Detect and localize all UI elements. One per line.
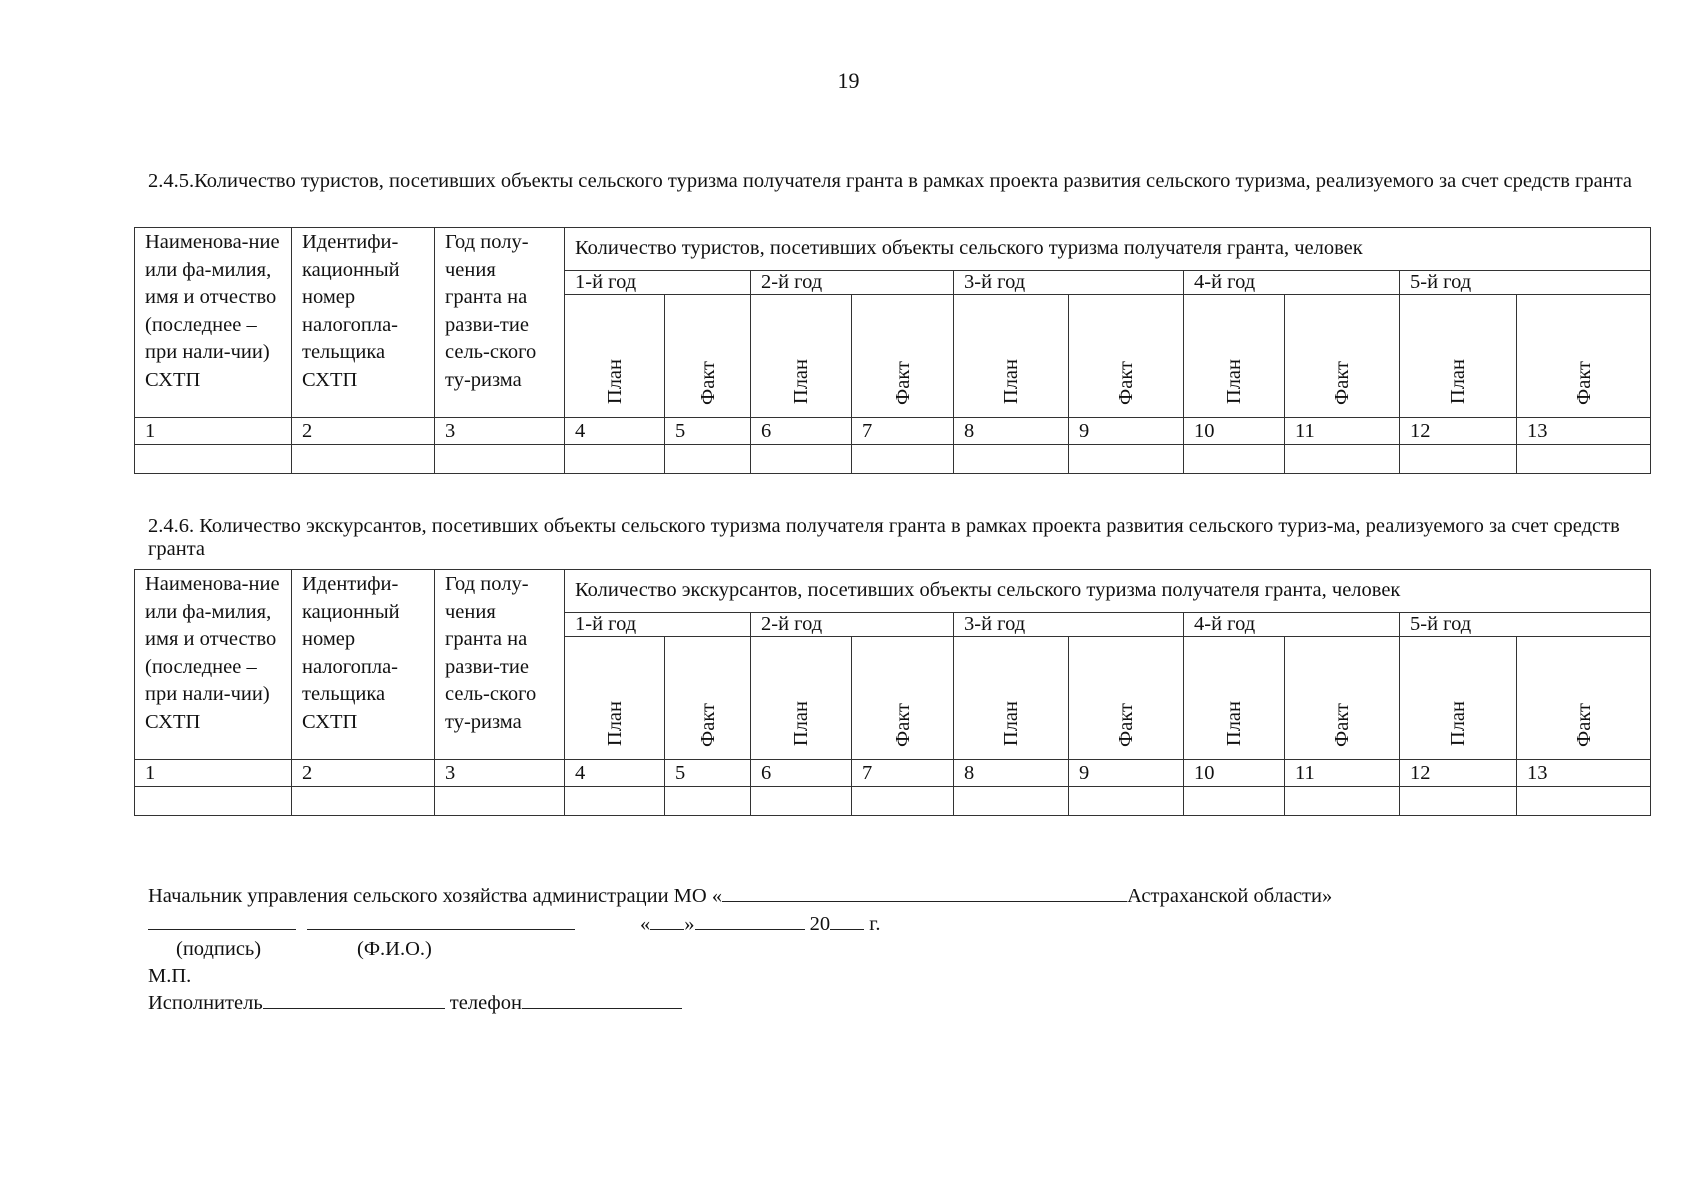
date-quote-open: « <box>640 913 651 935</box>
fact-header: Факт <box>1285 295 1400 418</box>
municipality-blank[interactable] <box>722 883 1127 902</box>
empty-cell[interactable] <box>751 445 852 474</box>
phone-blank[interactable] <box>522 990 682 1009</box>
column-number: 8 <box>954 418 1069 445</box>
head-title: Начальник управления сельского хозяйства администрации МО « <box>148 885 723 907</box>
column-number: 13 <box>1517 760 1651 787</box>
year-header-3: 3-й год <box>954 271 1184 295</box>
column-number: 6 <box>751 760 852 787</box>
day-blank[interactable] <box>650 911 684 930</box>
fact-header: Факт <box>1069 637 1184 760</box>
fio-blank[interactable] <box>307 911 575 930</box>
fact-header: Факт <box>1517 295 1651 418</box>
column-number: 7 <box>852 418 954 445</box>
fact-header: Факт <box>665 637 751 760</box>
empty-cell[interactable] <box>954 445 1069 474</box>
empty-data-row <box>135 787 1651 816</box>
year-header-4: 4-й год <box>1184 271 1400 295</box>
date-quote-close: » <box>684 913 695 935</box>
column-number: 12 <box>1400 418 1517 445</box>
column-number: 10 <box>1184 418 1285 445</box>
header-cell-grant-year: Год полу-чения гранта на разви-тие сель-ского ту-ризма <box>435 228 565 418</box>
column-number: 5 <box>665 760 751 787</box>
section-title-2-4-6: 2.4.6. Количество экскурсантов, посетивших объекты сельского туризма получателя гранта в рамках проекта развития сельского туриз-ма, реализуемого за счет средств гранта <box>148 515 1620 560</box>
header-cell-name: Наименова-ние или фа-милия, имя и отчество (последнее – при нали-чии) СХТП <box>135 228 292 418</box>
column-number: 4 <box>565 760 665 787</box>
column-number: 2 <box>292 418 435 445</box>
region-name: Астраханской области» <box>1127 885 1333 907</box>
column-number-row <box>135 760 1651 787</box>
plan-header: План <box>565 637 665 760</box>
empty-cell[interactable] <box>665 445 751 474</box>
month-blank[interactable] <box>695 911 805 930</box>
fact-header: Факт <box>665 295 751 418</box>
tourists-table <box>134 227 1651 474</box>
plan-header: План <box>954 637 1069 760</box>
year-header-1: 1-й год <box>565 613 751 637</box>
fact-header: Факт <box>1069 295 1184 418</box>
empty-cell[interactable] <box>292 445 435 474</box>
signature-caption: (подпись) <box>176 938 262 960</box>
empty-cell[interactable] <box>852 445 954 474</box>
phone-label: телефон <box>449 992 522 1014</box>
plan-header: План <box>1184 295 1285 418</box>
empty-cell[interactable] <box>292 787 435 816</box>
column-number: 8 <box>954 760 1069 787</box>
column-number: 10 <box>1184 760 1285 787</box>
empty-cell[interactable] <box>565 445 665 474</box>
empty-cell[interactable] <box>852 787 954 816</box>
executor-blank[interactable] <box>263 990 445 1009</box>
year-header-5: 5-й год <box>1400 271 1651 295</box>
plan-header: План <box>751 637 852 760</box>
column-number: 4 <box>565 418 665 445</box>
empty-cell[interactable] <box>135 787 292 816</box>
empty-cell[interactable] <box>1400 445 1517 474</box>
year-header-2: 2-й год <box>751 271 954 295</box>
empty-cell[interactable] <box>751 787 852 816</box>
head-signature-line <box>148 883 1332 909</box>
plan-header: План <box>1184 637 1285 760</box>
empty-cell[interactable] <box>1285 787 1400 816</box>
header-cell-grant-year: Год полу-чения гранта на разви-тие сель-ского ту-ризма <box>435 570 565 760</box>
column-number: 9 <box>1069 760 1184 787</box>
stamp-label: М.П. <box>148 965 192 987</box>
empty-cell[interactable] <box>665 787 751 816</box>
empty-cell[interactable] <box>954 787 1069 816</box>
empty-cell[interactable] <box>1400 787 1517 816</box>
plan-header: План <box>954 295 1069 418</box>
column-number: 1 <box>135 418 292 445</box>
column-number: 7 <box>852 760 954 787</box>
header-cell-inn: Идентифи-кационный номер налогопла-тельщика СХТП <box>292 228 435 418</box>
signature-blank[interactable] <box>148 911 296 930</box>
column-number: 3 <box>435 418 565 445</box>
header-cell-inn: Идентифи-кационный номер налогопла-тельщика СХТП <box>292 570 435 760</box>
column-number: 9 <box>1069 418 1184 445</box>
header-cell-name: Наименова-ние или фа-милия, имя и отчество (последнее – при нали-чии) СХТП <box>135 570 292 760</box>
empty-cell[interactable] <box>435 787 565 816</box>
empty-cell[interactable] <box>565 787 665 816</box>
column-number: 12 <box>1400 760 1517 787</box>
header-cell-excursionists-count: Количество экскурсантов, посетивших объекты сельского туризма получателя гранта, человек <box>565 570 1651 613</box>
empty-cell[interactable] <box>1184 445 1285 474</box>
year-blank[interactable] <box>830 911 864 930</box>
year-prefix: 20 <box>809 913 831 935</box>
date-fields <box>640 911 880 936</box>
plan-header: План <box>565 295 665 418</box>
empty-cell[interactable] <box>1069 445 1184 474</box>
fio-caption: (Ф.И.О.) <box>357 938 432 960</box>
empty-cell[interactable] <box>135 445 292 474</box>
column-number: 1 <box>135 760 292 787</box>
executor-line <box>148 990 682 1016</box>
fact-header: Факт <box>1285 637 1400 760</box>
empty-cell[interactable] <box>1517 787 1651 816</box>
year-header-1: 1-й год <box>565 271 751 295</box>
year-header-4: 4-й год <box>1184 613 1400 637</box>
empty-cell[interactable] <box>1285 445 1400 474</box>
column-number-row <box>135 418 1651 445</box>
page-number: 19 <box>837 68 860 93</box>
empty-cell[interactable] <box>1184 787 1285 816</box>
plan-header: План <box>1400 295 1517 418</box>
empty-cell[interactable] <box>1517 445 1651 474</box>
empty-data-row <box>135 445 1651 474</box>
year-header-2: 2-й год <box>751 613 954 637</box>
fact-header: Факт <box>852 637 954 760</box>
column-number: 3 <box>435 760 565 787</box>
empty-cell[interactable] <box>1069 787 1184 816</box>
empty-cell[interactable] <box>435 445 565 474</box>
fact-header: Факт <box>1517 637 1651 760</box>
column-number: 2 <box>292 760 435 787</box>
section-title-2-4-5: 2.4.5.Количество туристов, посетивших объекты сельского туризма получателя гранта в рамках проекта развития сельского туризма, реализуемого за счет средств гранта <box>148 170 1633 192</box>
plan-header: План <box>751 295 852 418</box>
year-header-3: 3-й год <box>954 613 1184 637</box>
column-number: 6 <box>751 418 852 445</box>
column-number: 11 <box>1285 418 1400 445</box>
signature-date-line <box>148 911 575 937</box>
year-suffix: г. <box>869 913 881 935</box>
column-number: 13 <box>1517 418 1651 445</box>
column-number: 11 <box>1285 760 1400 787</box>
fact-header: Факт <box>852 295 954 418</box>
plan-header: План <box>1400 637 1517 760</box>
excursionists-table <box>134 569 1651 816</box>
year-header-5: 5-й год <box>1400 613 1651 637</box>
header-cell-tourists-count: Количество туристов, посетивших объекты сельского туризма получателя гранта, человек <box>565 228 1651 271</box>
executor-label: Исполнитель <box>148 992 263 1014</box>
column-number: 5 <box>665 418 751 445</box>
